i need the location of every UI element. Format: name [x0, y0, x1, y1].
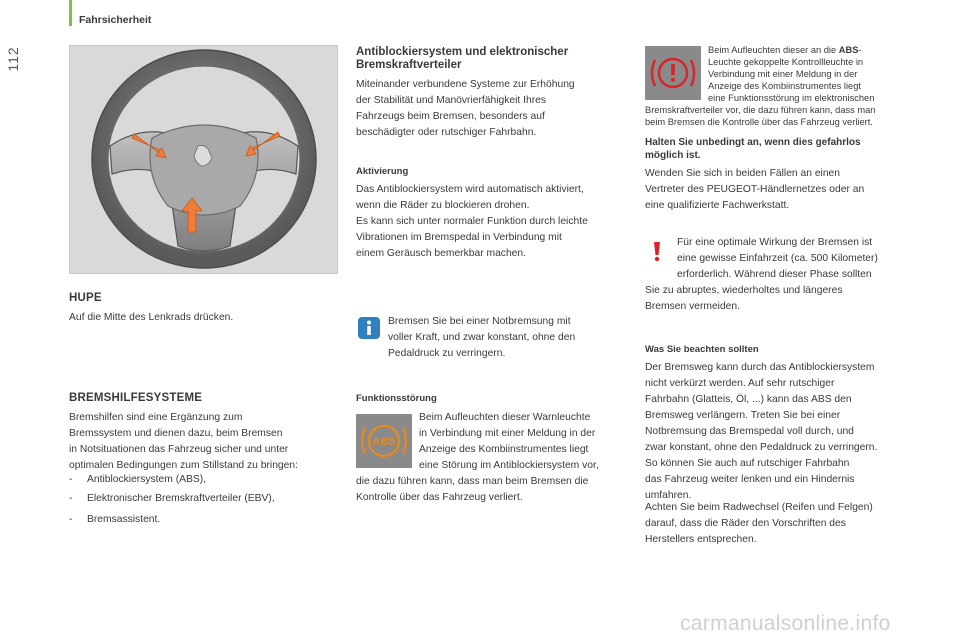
abs-warning-icon	[356, 414, 412, 468]
ebv-warning-text: beim Bremsen die Kontrolle über das Fahrzeug verliert.	[645, 117, 873, 127]
ebv-warning-text: Verbindung mit einer Meldung in der	[708, 69, 858, 79]
section-title: Fahrsicherheit	[79, 14, 152, 26]
dealer-text: Wenden Sie sich in beiden Fällen an einen	[645, 168, 841, 179]
abs-intro: der Stabilität und Manövrierfähigkeit Ihres	[356, 95, 547, 106]
hupe-heading: HUPE	[69, 292, 102, 304]
stoerung-text: Anzeige des Kombiinstrumentes liegt	[419, 444, 589, 455]
ebv-warning-text: Anzeige des Kombiinstrumentes liegt	[708, 81, 861, 91]
dealer-text: Vertreter des PEUGEOT-Händlernetzes oder an	[645, 184, 865, 195]
beachten-text: darauf, dass die Räder den Vorschriften des	[645, 518, 846, 529]
list-item: - Elektronischer Bremskraftverteiler (EBV),	[69, 493, 275, 504]
aktivierung-text: Es kann sich unter normaler Funktion durch leichte	[356, 216, 588, 227]
beachten-text: Notbremsung das Bremspedal voll durch, und	[645, 426, 854, 437]
section-accent-bar	[69, 0, 72, 26]
abs-intro: Miteinander verbundene Systeme zur Erhöhung	[356, 79, 575, 90]
aktivierung-text: wenn die Räder zu blockieren drohen.	[356, 200, 530, 211]
warning-icon	[646, 239, 668, 268]
aktivierung-heading: Aktivierung	[356, 166, 409, 177]
steering-wheel-icon	[70, 46, 339, 275]
ebv-warning-text: Beim Aufleuchten dieser an die ABS-	[708, 45, 862, 55]
beachten-text: zwar konstant, ohne den Pedaldruck zu verringern.	[645, 442, 878, 453]
beachten-text: Bremsweg verlängern. Treten Sie bei einer	[645, 410, 841, 421]
bremshilfe-line: in Notsituationen das Fahrzeug sicher und unter	[69, 444, 289, 455]
beachten-text: Herstellers entsprechen.	[645, 534, 757, 545]
ebv-warning-text: eine Funktionsstörung im elektronischen	[708, 93, 875, 103]
bremshilfe-heading: BREMSHILFESYSTEME	[69, 392, 203, 404]
stoerung-text: eine Störung im Antiblockiersystem vor,	[419, 460, 599, 471]
bremshilfe-line: optimalen Bedingungen zum Stillstand zu bringen:	[69, 460, 298, 471]
info-text: Bremsen Sie bei einer Notbremsung mit	[388, 316, 571, 327]
bremshilfe-line: Bremssystem und dienen dazu, beim Bremsen	[69, 428, 283, 439]
info-text: voller Kraft, und zwar konstant, ohne den	[388, 332, 576, 343]
hupe-text: Auf die Mitte des Lenkrads drücken.	[69, 312, 234, 323]
bremshilfe-line: Bremshilfen sind eine Ergänzung zum	[69, 412, 243, 423]
beachten-heading: Was Sie beachten sollten	[645, 344, 759, 355]
abs-heading: Antiblockiersystem und elektronischer Bremskraftverteiler	[356, 46, 569, 71]
ebv-warning-text: Leuchte gekoppelte Kontrollleuchte in	[708, 57, 864, 67]
abs-intro: Fahrzeugs beim Bremsen, besonders auf	[356, 111, 545, 122]
svg-text:ABS: ABS	[372, 436, 396, 448]
stoerung-text: Beim Aufleuchten dieser Warnleuchte	[419, 412, 591, 423]
funktionsstoerung-heading: Funktionsstörung	[356, 393, 437, 404]
beachten-text: nicht verkürzt werden. Auf sehr rutschiger	[645, 378, 835, 389]
list-item: - Antiblockiersystem (ABS),	[69, 474, 207, 485]
beachten-text: Achten Sie beim Radwechsel (Reifen und Felgen)	[645, 502, 873, 513]
abs-intro: beschädigter oder rutschiger Fahrbahn.	[356, 127, 537, 138]
stop-instruction: Halten Sie unbedingt an, wenn dies gefahrlos	[645, 137, 861, 148]
watermark: carmanualsonline.info	[680, 612, 891, 635]
beachten-text: Der Bremsweg kann durch das Antiblockiersystem	[645, 362, 875, 373]
beachten-text: umfahren.	[645, 490, 692, 501]
list-item: - Bremsassistent.	[69, 514, 161, 525]
stoerung-text: die dazu führen kann, dass man beim Bremsen die	[356, 476, 589, 487]
stoerung-text: Kontrolle über das Fahrzeug verliert.	[356, 492, 523, 503]
dealer-text: eine qualifizierte Fachwerkstatt.	[645, 200, 790, 211]
beachten-text: Fahrbahn (Glatteis, Öl, ...) kann das ABS den	[645, 394, 852, 405]
beachten-text: das Fahrzeug weiter lenken und ein Hindernis	[645, 474, 855, 485]
info-icon	[358, 317, 380, 344]
brake-warning-icon	[645, 46, 701, 100]
info-text: Pedaldruck zu verringern.	[388, 348, 506, 359]
steering-wheel-illustration	[69, 45, 338, 274]
page-number: 112	[5, 46, 21, 72]
ebv-warning-text: Bremskraftverteiler vor, die dazu führen kann, dass man	[645, 105, 876, 115]
break-in-text: Für eine optimale Wirkung der Bremsen ist	[677, 237, 873, 248]
break-in-text: erforderlich. Während dieser Phase sollten	[677, 269, 872, 280]
stoerung-text: in Verbindung mit einer Meldung in der	[419, 428, 596, 439]
stop-instruction: möglich ist.	[645, 150, 701, 161]
break-in-text: Bremsen vermeiden.	[645, 301, 740, 312]
break-in-text: eine gewisse Einfahrzeit (ca. 500 Kilometer)	[677, 253, 878, 264]
break-in-text: Sie zu abruptes, wiederholtes und längeres	[645, 285, 843, 296]
aktivierung-text: Das Antiblockiersystem wird automatisch aktiviert,	[356, 184, 584, 195]
aktivierung-text: Vibrationen im Bremspedal in Verbindung mit	[356, 232, 562, 243]
beachten-text: So können Sie auch auf rutschiger Fahrbahn	[645, 458, 850, 469]
aktivierung-text: einem Geräusch bemerkbar machen.	[356, 248, 526, 259]
